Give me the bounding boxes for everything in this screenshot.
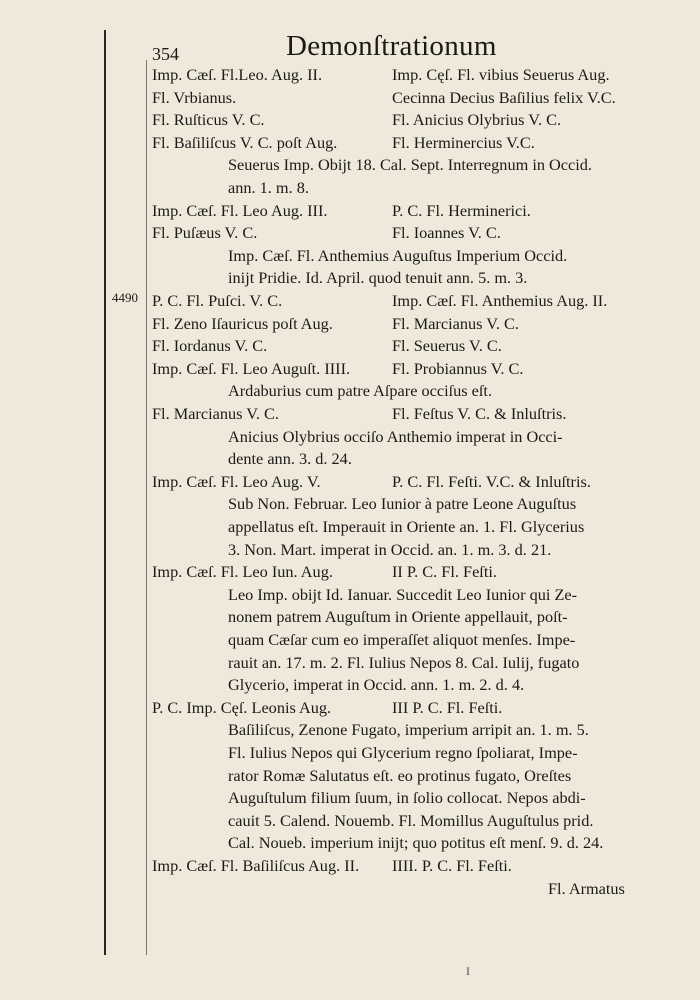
line-left: Imp. Cæſ. Fl.Leo. Aug. II. — [152, 65, 323, 84]
line-right: Imp. Cęſ. Fl. vibius Seuerus Aug. — [392, 65, 610, 84]
text-line — [0, 335, 700, 357]
line-right: Imp. Cæſ. Fl. Anthemius Aug. II. — [392, 291, 608, 310]
text-line — [0, 290, 700, 312]
text-line — [0, 719, 700, 741]
line-left: Imp. Cæſ. Fl. Leo Aug. V. — [152, 471, 321, 491]
line-left: Fl. Baſiliſcus V. C. poſt Aug. — [152, 132, 338, 152]
line-indented: rator Romæ Salutatus eſt. eo protinus fugato, Oreſtes — [228, 765, 572, 785]
line-right: Fl. Herminercius V.C. — [392, 132, 535, 152]
text-line — [0, 200, 700, 222]
line-left: Fl. Marcianus V. C. — [152, 404, 279, 423]
text-line — [0, 267, 700, 289]
line-indented: Glycerio, imperat in Occid. ann. 1. m. 2. d. 4. — [228, 675, 525, 695]
line-right: Fl. Anicius Olybrius V. C. — [392, 110, 562, 130]
line-indented: ann. 1. m. 8. — [228, 178, 309, 197]
line-left: Fl. Puſæus V. C. — [152, 223, 258, 243]
line-left: Fl. Vrbianus. — [152, 87, 237, 107]
text-line — [0, 561, 700, 583]
margin-year-note: 4490 — [112, 290, 138, 305]
line-left: Imp. Cæſ. Fl. Leo Aug. III. — [152, 200, 328, 220]
line-right: Fl. Marcianus V. C. — [392, 313, 519, 333]
text-line — [0, 245, 700, 267]
line-indented: Seuerus Imp. Obijt 18. Cal. Sept. Interregnum in Occid. — [228, 155, 592, 175]
line-indented: cauit 5. Calend. Nouemb. Fl. Momillus Auguſtulus prid. — [228, 810, 594, 830]
text-line — [0, 313, 700, 335]
line-indented: Anicius Olybrius occiſo Anthemio imperat in Occi- — [228, 426, 563, 446]
text-line — [0, 810, 700, 832]
line-left: P. C. Fl. Puſci. V. C. — [152, 291, 283, 310]
text-line — [0, 539, 700, 561]
text-line — [0, 652, 700, 674]
line-indented: Imp. Cæſ. Fl. Anthemius Auguſtus Imperium Occid. — [228, 245, 568, 265]
line-indented: appellatus eſt. Imperauit in Oriente an. 1. Fl. Glycerius — [228, 517, 585, 536]
line-indented: nonem patrem Auguſtum in Oriente appellauit, poſt- — [228, 607, 568, 627]
line-right: Fl. Seuerus V. C. — [392, 336, 502, 356]
line-right: P. C. Fl. Herminerici. — [392, 200, 531, 220]
text-line — [0, 674, 700, 696]
text-line — [0, 426, 700, 448]
line-indented: Sub Non. Februar. Leo Iunior à patre Leone Auguſtus — [228, 494, 577, 514]
line-indented: Baſiliſcus, Zenone Fugato, imperium arripit an. 1. m. 5. — [228, 720, 589, 740]
text-line — [0, 109, 700, 131]
line-left: Fl. Ruſticus V. C. — [152, 110, 265, 130]
text-line — [0, 380, 700, 402]
text-line — [0, 358, 700, 380]
line-left: Imp. Cæſ. Fl. Baſiliſcus Aug. II. — [152, 856, 360, 875]
line-indented: Cal. Noueb. imperium inijt; quo potitus eſt menſ. 9. d. 24. — [228, 833, 604, 853]
text-line — [0, 448, 700, 470]
line-left: Imp. Cæſ. Fl. Leo Iun. Aug. — [152, 562, 333, 582]
text-line — [0, 64, 700, 86]
text-line — [0, 606, 700, 628]
line-indented: Auguſtulum filium ſuum, in ſolio collocat. Nepos abdi- — [228, 788, 586, 808]
line-indented: rauit an. 17. m. 2. Fl. Iulius Nepos 8. Cal. Iulij, fugato — [228, 652, 580, 672]
line-right: IIII. P. C. Fl. Feſti. — [392, 856, 512, 875]
line-right: Fl. Armatus — [548, 878, 625, 898]
line-right: Fl. Ioannes V. C. — [392, 223, 501, 243]
line-indented: Fl. Iulius Nepos qui Glycerium regno ſpoliarat, Impe- — [228, 743, 578, 762]
line-indented: quam Cæſar cum eo imperaſſet aliquot menſes. Impe- — [228, 630, 576, 649]
line-indented: dente ann. 3. d. 24. — [228, 449, 352, 469]
line-right: III P. C. Fl. Feſti. — [392, 697, 503, 717]
text-line — [0, 87, 700, 109]
text-line — [0, 697, 700, 719]
text-line — [0, 629, 700, 651]
footer-mark: I — [466, 964, 470, 978]
text-line — [0, 471, 700, 493]
line-indented: Leo Imp. obijt Id. Ianuar. Succedit Leo Iunior qui Ze- — [228, 584, 578, 604]
line-right: II P. C. Fl. Feſti. — [392, 562, 497, 582]
line-indented: Ardaburius cum patre Aſpare occiſus eſt. — [228, 381, 493, 401]
text-line — [0, 765, 700, 787]
line-left: Imp. Cæſ. Fl. Leo Auguſt. IIII. — [152, 358, 351, 378]
line-left: Fl. Iordanus V. C. — [152, 336, 268, 356]
text-line — [0, 832, 700, 854]
text-line — [0, 787, 700, 809]
text-line — [0, 154, 700, 176]
line-left: P. C. Imp. Cęſ. Leonis Aug. — [152, 697, 332, 717]
text-line — [0, 493, 700, 515]
text-line — [0, 132, 700, 154]
line-left: Fl. Zeno Iſauricus poſt Aug. — [152, 313, 333, 333]
text-line — [0, 403, 700, 425]
text-line — [0, 855, 700, 877]
text-line — [0, 177, 700, 199]
line-right: Cecinna Decius Baſilius felix V.C. — [392, 87, 616, 107]
text-line — [0, 222, 700, 244]
running-title: Demonſtrationum — [286, 30, 497, 62]
text-line — [0, 878, 700, 900]
line-right: Fl. Feſtus V. C. & Inluſtris. — [392, 404, 567, 423]
text-line — [0, 584, 700, 606]
text-line — [0, 516, 700, 538]
page-number: 354 — [152, 44, 179, 64]
line-right: Fl. Probiannus V. C. — [392, 358, 524, 378]
line-indented: inijt Pridie. Id. April. quod tenuit ann. 5. m. 3. — [228, 268, 528, 288]
line-right: P. C. Fl. Feſti. V.C. & Inluſtris. — [392, 471, 591, 491]
text-line — [0, 742, 700, 764]
line-indented: 3. Non. Mart. imperat in Occid. an. 1. m. 3. d. 21. — [228, 539, 552, 559]
